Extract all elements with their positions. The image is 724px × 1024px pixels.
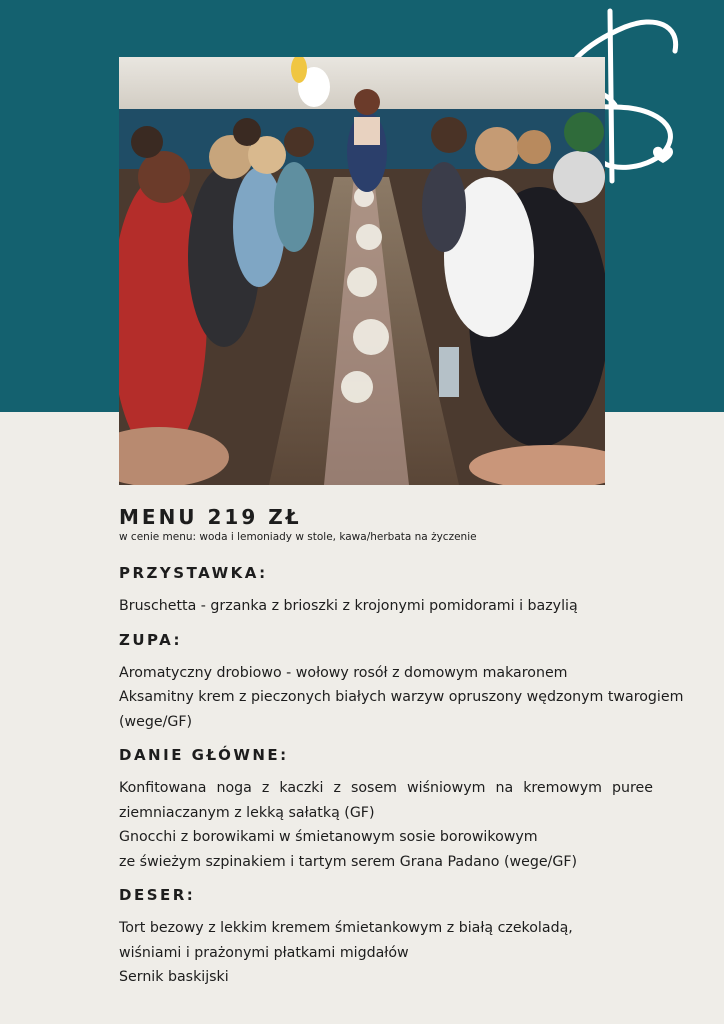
party-photo [119,57,605,485]
section-title-soup: ZUPA: [119,630,183,649]
menu-content [119,500,719,990]
dessert-line: wiśniami i prażonymi płatkami migdałów [119,944,409,961]
section-title-main: DANIE GŁÓWNE: [119,746,289,764]
main-line: Gnocchi z borowikami w śmietanowym sosie borowikowym [119,829,538,845]
dessert-line: Sernik baskijski [119,969,229,985]
main-line: Konfitowana noga z kaczki z sosem wiśniowym na kremowym puree [119,780,653,796]
section-title-starter: PRZYSTAWKA: [119,564,268,582]
menu-title: MENU 219 ZŁ [119,505,302,529]
main-line: ziemniaczanym z lekką sałatką (GF) [119,804,375,821]
dessert-line: Tort bezowy z lekkim kremem śmietankowym z białą czekoladą, [119,920,573,936]
main-line: ze świeżym szpinakiem i tartym serem Grana Padano (wege/GF) [119,853,578,870]
soup-line: (wege/GF) [119,713,193,730]
soup-line: Aksamitny krem z pieczonych białych warzyw opruszony wędzonym twarogiem [119,689,684,705]
menu-subtitle: w cenie menu: woda i lemoniady w stole, kawa/herbata na życzenie [119,531,477,543]
section-title-dessert: DESER: [119,886,196,904]
soup-line: Aromatyczny drobiowo - wołowy rosół z domowym makaronem [119,664,568,681]
starter-line: Bruschetta - grzanka z brioszki z krojonymi pomidorami i bazylią [119,598,578,614]
